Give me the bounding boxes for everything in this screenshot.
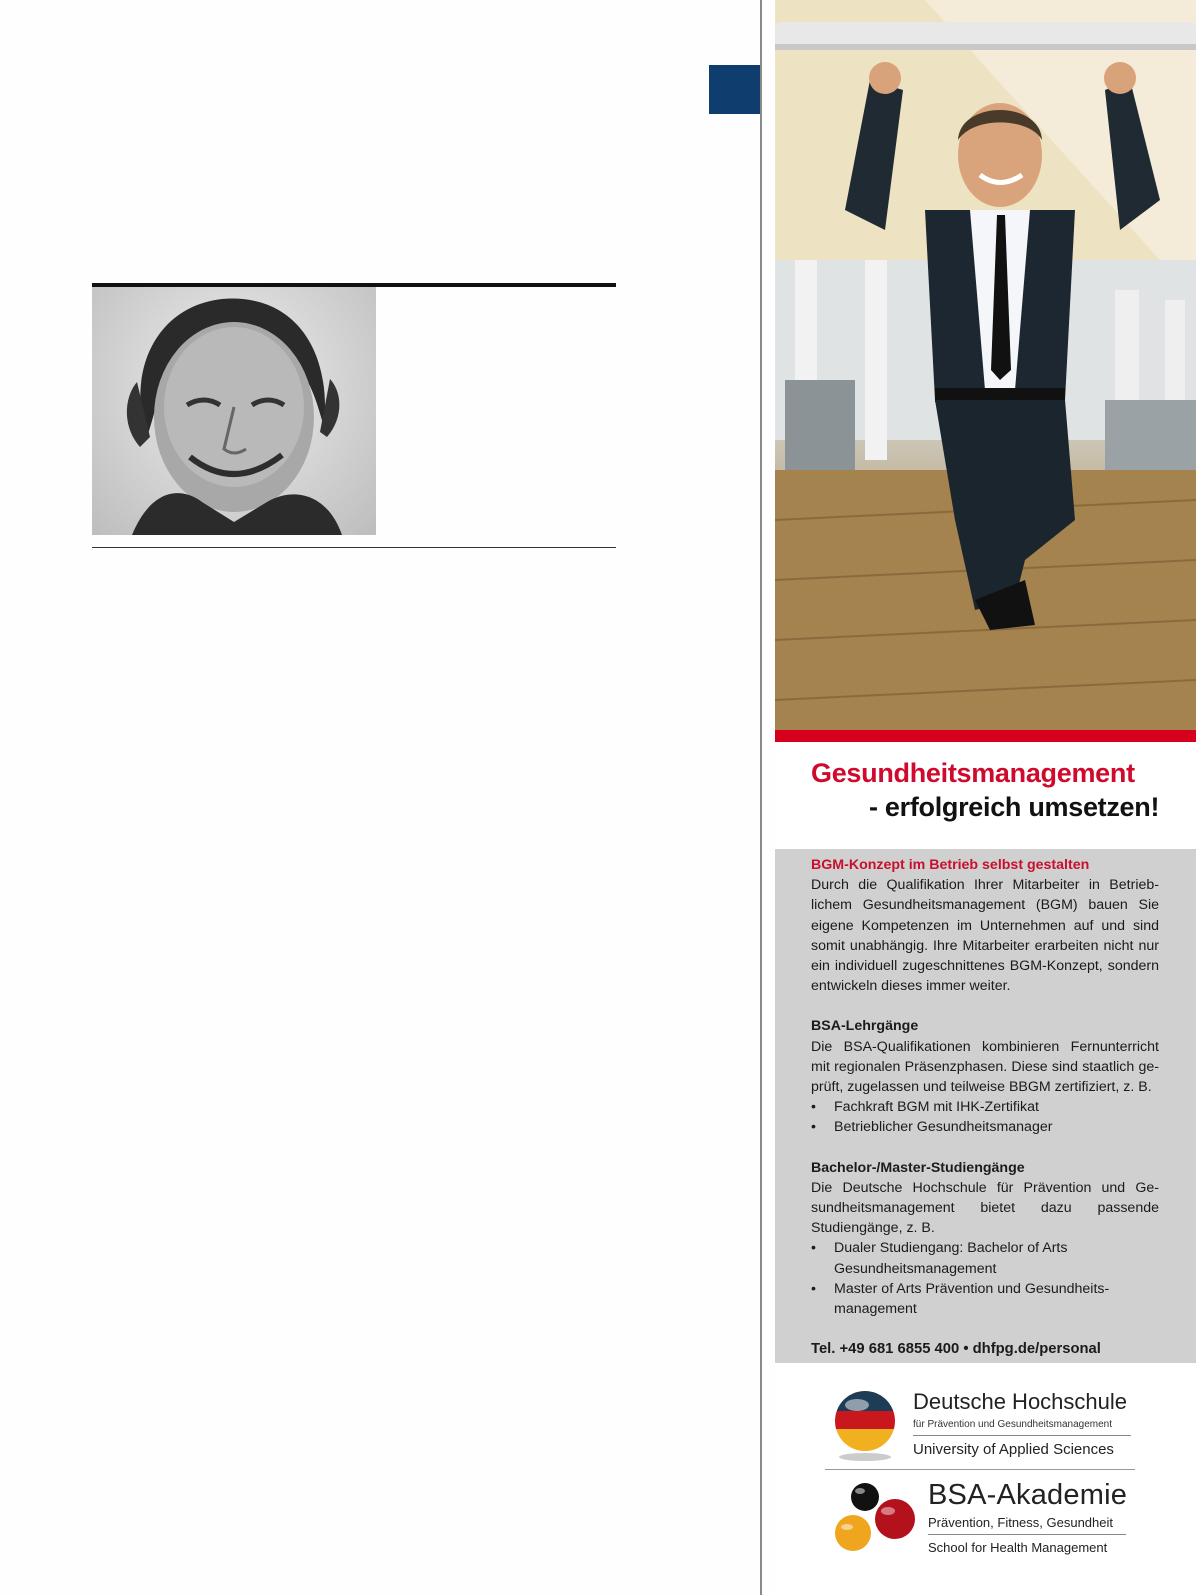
dhfpg-university: University of Applied Sciences [913,1441,1114,1458]
list-item: • Dualer Studiengang: Bachelor of Arts Gesundheitsmanagement [811,1238,1159,1278]
bsa-balls-icon [825,1475,925,1565]
dhfpg-sphere-icon [825,1385,905,1465]
bsa-subtitle: Prävention, Fitness, Gesundheit [928,1515,1113,1530]
ad-subheadline: - erfolgreich umsetzen! [869,792,1160,822]
contact-line: Tel. +49 681 6855 400 • dhfpg.de/personal [811,1341,1101,1358]
list-item: • Master of Arts Prävention und Gesundheits-management [811,1279,1159,1319]
bgm-text: Durch die Qualifikation Ihrer Mitarbeiter in Betrieb-lichem Gesundheitsmanagement (BGM) bauen Sie eigene Kompetenzen im Unternehmen auf und sind somit unabhängig. Ihre Mitarbeiter erarbeiten nicht nur ein individuell zugeschnittenes BGM-Konzept, sondern entwickeln dieses immer weiter. [811,877,1159,995]
list-item: • Betrieblicher Gesundheitsmanager [811,1117,1159,1137]
bsa-logo [825,1475,1135,1565]
bsa-list [811,1097,1159,1137]
dhfpg-logo [825,1385,1135,1465]
bsa-name: BSA-Akademie [928,1479,1128,1511]
ad-headline: Gesundheitsmanagement [811,758,1135,788]
bsa-school: School for Health Management [928,1540,1108,1555]
list-item: • Fachkraft BGM mit IHK-Zertifikat [811,1097,1159,1117]
bsa-rule [928,1534,1126,1535]
advertisement [775,0,1196,1595]
ad-photo-businessman-gym [775,0,1196,730]
ad-red-band [775,730,1196,742]
dhfpg-subtitle: für Prävention und Gesundheitsmanagement [913,1419,1113,1430]
study-text: Die Deutsche Hochschule für Prävention und Ge-sundheitsmanagement bietet dazu passende Studiengänge, z. B. [811,1179,1159,1237]
bsa-title: BSA-Lehrgänge [811,1018,919,1035]
page-divider [760,0,762,1595]
study-list [811,1238,1159,1319]
dhfpg-name: Deutsche Hochschule [913,1389,1128,1414]
bgm-title: BGM-Konzept im Betrieb selbst gestalten [811,857,1090,873]
profile-bottom-rule [92,547,616,548]
dhfpg-rule [913,1435,1131,1436]
logo-separator [825,1469,1135,1470]
author-portrait-photo [92,287,376,535]
section-tab-marker [709,65,760,114]
ad-copy [811,855,1159,1359]
bsa-text: Die BSA-Qualifikationen kombinieren Fernunterricht mit regionalen Präsenzphasen. Diese sind staatlich ge-prüft, zugelassen und teilweise BBGM zertifiziert, z. B. [811,1038,1159,1096]
study-title: Bachelor-/Master-Studiengänge [811,1159,1025,1176]
